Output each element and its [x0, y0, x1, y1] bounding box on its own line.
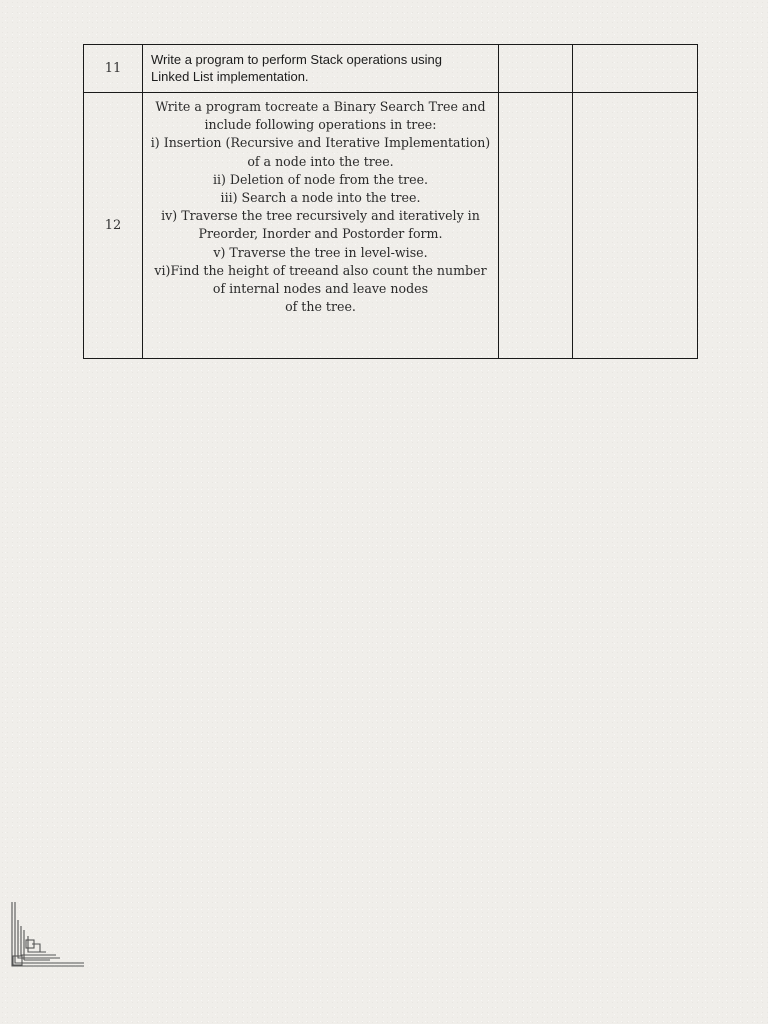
date-cell [499, 45, 573, 93]
row-number: 12 [104, 218, 122, 233]
task-line: i) Insertion (Recursive and Iterative Implementation) [150, 135, 491, 151]
task-line: v) Traverse the tree in level-wise. [213, 244, 428, 260]
task-line: iii) Search a node into the tree. [220, 190, 421, 206]
task-line: Preorder, Inorder and Postorder form. [198, 226, 443, 242]
row-number: 11 [104, 61, 122, 76]
signature-cell [573, 45, 698, 93]
task-line: ii) Deletion of node from the tree. [212, 171, 429, 187]
task-description [143, 93, 498, 316]
task-line: Write a program to perform Stack operations using [151, 52, 442, 67]
task-line: of internal nodes and leave nodes [212, 281, 429, 297]
row-number-cell [84, 93, 143, 359]
signature-cell [573, 93, 698, 359]
task-description [143, 45, 498, 85]
task-line: vi)Find the height of treeand also count the number [154, 262, 487, 278]
task-cell [143, 93, 499, 359]
task-line: Linked List implementation. [151, 69, 309, 84]
date-cell [499, 93, 573, 359]
task-line: iv) Traverse the tree recursively and iteratively in [161, 208, 480, 224]
practical-list-table [83, 44, 698, 359]
task-line: of a node into the tree. [247, 153, 394, 169]
task-line: of the tree. [285, 299, 356, 315]
task-cell [143, 45, 499, 93]
corner-ornament-icon [10, 900, 86, 970]
task-line: Write a program tocreate a Binary Search Tree and [155, 99, 486, 114]
table-row [84, 45, 698, 93]
row-number-cell [84, 45, 143, 93]
table-row [84, 93, 698, 359]
task-line: include following operations in tree: [204, 117, 437, 133]
